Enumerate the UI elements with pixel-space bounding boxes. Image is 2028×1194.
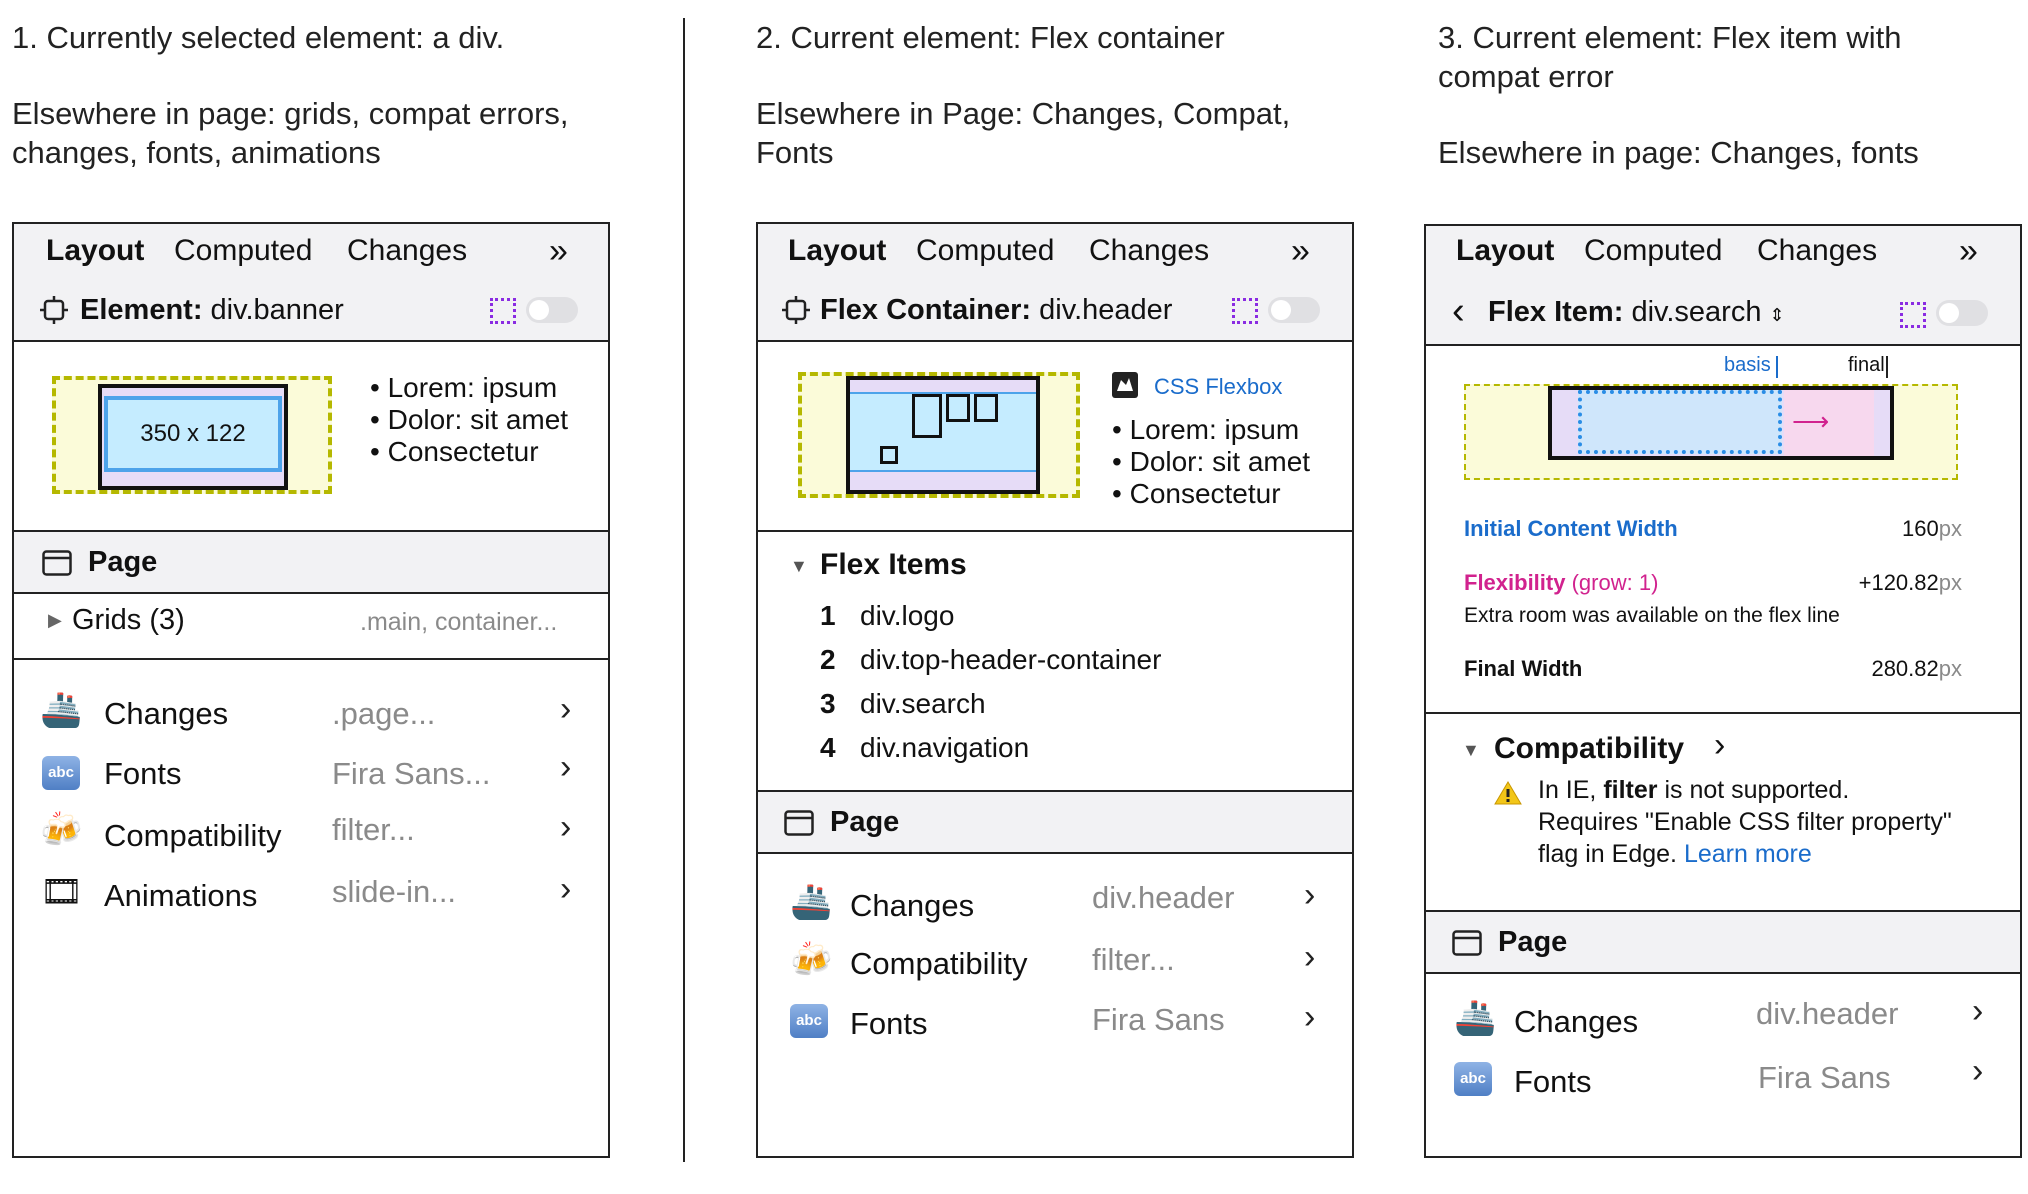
chevron-right-icon[interactable]: › xyxy=(560,870,572,908)
row-value: .page... xyxy=(332,696,436,731)
chevron-right-icon[interactable]: › xyxy=(560,748,572,786)
item-selector-icon[interactable]: ⇕ xyxy=(1769,305,1785,325)
row-label: Fonts xyxy=(850,1006,928,1041)
page-label: Page xyxy=(830,806,900,838)
row-label: Animations xyxy=(104,878,258,913)
ship-icon: 🚢 xyxy=(40,691,83,729)
basis-label: basis xyxy=(1724,354,1771,376)
property-item: • Consectetur xyxy=(1112,478,1310,510)
divider xyxy=(14,658,608,660)
property-item: • Dolor: sit amet xyxy=(370,404,568,436)
row-value: Fira Sans... xyxy=(332,756,491,791)
flex-container-diagram xyxy=(798,372,1080,498)
caption-line: Fonts xyxy=(756,135,834,170)
more-tabs-icon[interactable]: » xyxy=(1291,232,1310,270)
tab-bar xyxy=(758,224,1352,282)
warning-icon xyxy=(1494,780,1522,806)
highlight-icon[interactable] xyxy=(1900,302,1926,328)
beer-mugs-icon: 🍻 xyxy=(790,941,833,979)
header-label: Flex Container: xyxy=(820,294,1032,326)
caption-1 xyxy=(12,18,652,172)
initial-width-value: 160px xyxy=(1902,516,1962,541)
header-label: Element: xyxy=(80,294,203,326)
item-border-box xyxy=(1548,386,1894,460)
tab-computed[interactable]: Computed xyxy=(1584,234,1723,267)
row-label: Compatibility xyxy=(104,818,282,853)
final-label: final xyxy=(1848,354,1885,376)
row-label: Fonts xyxy=(104,756,182,791)
row-label: Compatibility xyxy=(850,946,1028,981)
column-divider xyxy=(683,18,685,1162)
caption-line: Elsewhere in page: grids, compat errors, xyxy=(12,96,569,131)
caption-line: compat error xyxy=(1438,59,1614,94)
border-box xyxy=(98,384,288,490)
learn-more-link[interactable]: Learn more xyxy=(1683,840,1812,868)
flex-item-box xyxy=(912,394,942,438)
film-icon: 🎞 xyxy=(40,873,84,911)
grids-label: Grids (3) xyxy=(72,604,185,636)
page-icon xyxy=(42,550,72,576)
caption-line: 2. Current element: Flex container xyxy=(756,20,1225,55)
caption-line: 3. Current element: Flex item with xyxy=(1438,20,1902,55)
item-index: 2 xyxy=(820,644,836,675)
list-item-fonts[interactable] xyxy=(14,748,608,798)
more-tabs-icon[interactable]: » xyxy=(549,232,568,270)
chevron-right-icon[interactable]: › xyxy=(1304,938,1316,976)
abc-icon: abc xyxy=(1454,1062,1492,1096)
grids-row[interactable] xyxy=(14,594,608,658)
abc-icon: abc xyxy=(42,756,80,790)
container-border-box xyxy=(846,376,1040,494)
collapse-triangle-icon[interactable]: ▼ xyxy=(790,556,808,576)
flexibility-value: +120.82px xyxy=(1858,570,1962,595)
item-name: div.top-header-container xyxy=(860,644,1162,675)
caption-2 xyxy=(756,18,1396,172)
row-value: filter... xyxy=(1092,942,1175,977)
layout-panel-1 xyxy=(12,222,610,1158)
highlight-toggle[interactable] xyxy=(1936,300,1988,326)
page-icon xyxy=(784,810,814,836)
chevron-right-icon[interactable]: › xyxy=(1972,1052,1984,1090)
property-item: • Consectetur xyxy=(370,436,568,468)
highlight-toggle[interactable] xyxy=(1268,297,1320,323)
flexibility-note: Extra room was available on the flex line xyxy=(1464,604,1840,627)
header-value: div.search xyxy=(1631,296,1762,328)
highlight-icon[interactable] xyxy=(1232,298,1258,324)
row-label: Changes xyxy=(104,696,229,731)
chevron-right-icon[interactable]: › xyxy=(560,690,572,728)
row-label: Fonts xyxy=(1514,1064,1592,1099)
collapse-triangle-icon[interactable]: ▼ xyxy=(1462,740,1480,760)
flex-item-box xyxy=(946,394,970,422)
tab-layout[interactable]: Layout xyxy=(1456,234,1555,267)
list-item-changes[interactable] xyxy=(14,688,608,738)
abc-icon: abc xyxy=(790,1004,828,1038)
row-value: slide-in... xyxy=(332,874,457,909)
element-target-icon xyxy=(40,296,68,324)
row-label: Changes xyxy=(1514,1004,1639,1039)
list-item-fonts[interactable] xyxy=(1426,1052,2020,1102)
element-properties xyxy=(370,372,568,468)
flexibility-label: Flexibility (grow: 1) xyxy=(1464,570,1659,595)
page-section-header xyxy=(14,530,608,594)
more-tabs-icon[interactable]: » xyxy=(1959,232,1978,270)
item-name: div.navigation xyxy=(860,732,1030,763)
flex-line-box xyxy=(1464,384,1958,480)
list-item-fonts[interactable] xyxy=(758,994,1352,1044)
page-label: Page xyxy=(88,546,158,578)
chevron-right-icon[interactable]: › xyxy=(1304,876,1316,914)
css-flexbox-link[interactable]: CSS Flexbox xyxy=(1154,374,1283,399)
page-section-header xyxy=(758,790,1352,854)
item-index: 1 xyxy=(820,600,836,631)
list-item-compatibility[interactable] xyxy=(758,934,1352,984)
row-value: filter... xyxy=(332,812,415,847)
caption-line: Elsewhere in page: Changes, fonts xyxy=(1438,135,1919,170)
row-label: Changes xyxy=(850,888,975,923)
caption-line: 1. Currently selected element: a div. xyxy=(12,20,505,55)
back-chevron-icon[interactable]: ‹ xyxy=(1452,290,1465,332)
tab-layout[interactable]: Layout xyxy=(788,234,887,267)
header-value: div.header xyxy=(1039,294,1173,326)
row-value: Fira Sans xyxy=(1758,1060,1891,1095)
caption-line: changes, fonts, animations xyxy=(12,135,381,170)
ship-icon: 🚢 xyxy=(1454,999,1497,1037)
container-content-box xyxy=(850,392,1036,472)
property-item: • Lorem: ipsum xyxy=(1112,414,1310,446)
final-marker xyxy=(1886,356,1888,378)
final-width-value: 280.82px xyxy=(1871,656,1962,681)
flex-item-header xyxy=(1426,282,2020,346)
chevron-right-icon[interactable]: › xyxy=(1714,726,1726,764)
chevron-right-icon[interactable]: › xyxy=(1304,998,1316,1036)
item-name: div.search xyxy=(860,688,986,719)
element-target-icon xyxy=(782,296,810,324)
list-item-changes[interactable] xyxy=(1426,992,2020,1042)
layout-panel-2 xyxy=(756,222,1354,1158)
caption-3 xyxy=(1438,18,1998,172)
row-value: div.header xyxy=(1756,996,1899,1031)
header-label: Flex Item: xyxy=(1488,296,1624,328)
list-item-changes[interactable] xyxy=(758,876,1352,926)
row-value: div.header xyxy=(1092,880,1235,915)
tab-layout[interactable]: Layout xyxy=(46,234,145,267)
caption-line: Elsewhere in Page: Changes, Compat, xyxy=(756,96,1291,131)
flex-items-label: Flex Items xyxy=(820,548,967,581)
chevron-right-icon[interactable]: › xyxy=(1972,992,1984,1030)
flex-item-box xyxy=(974,394,998,422)
divider xyxy=(758,530,1352,532)
highlight-icon[interactable] xyxy=(490,298,516,324)
property-item: • Dolor: sit amet xyxy=(1112,446,1310,478)
item-name: div.logo xyxy=(860,600,955,631)
page-label: Page xyxy=(1498,926,1568,958)
highlight-toggle[interactable] xyxy=(526,297,578,323)
list-item-animations[interactable] xyxy=(14,870,608,920)
tab-changes[interactable]: Changes xyxy=(347,234,468,267)
divider xyxy=(1426,712,2020,714)
expand-triangle-icon[interactable]: ▶ xyxy=(48,610,62,630)
flex-container-header xyxy=(758,280,1352,342)
box-model-diagram xyxy=(52,376,332,494)
page-section-header xyxy=(1426,910,2020,974)
content-box xyxy=(104,396,282,472)
final-width-label: Final Width xyxy=(1464,656,1583,681)
container-properties xyxy=(1112,414,1310,510)
grids-value: .main, container... xyxy=(360,608,558,636)
page-icon xyxy=(1452,930,1482,956)
property-item: • Lorem: ipsum xyxy=(370,372,568,404)
item-index: 3 xyxy=(820,688,836,719)
chevron-right-icon[interactable]: › xyxy=(560,808,572,846)
list-item-compatibility[interactable] xyxy=(14,808,608,858)
row-value: Fira Sans xyxy=(1092,1002,1225,1037)
element-header xyxy=(14,280,608,342)
header-value: div.banner xyxy=(210,294,344,326)
box-size-label: 350 x 122 xyxy=(140,420,246,447)
growth-arrow-icon: ⟶ xyxy=(1792,406,1830,436)
compatibility-label: Compatibility xyxy=(1494,732,1685,765)
mdn-icon xyxy=(1112,372,1138,398)
tab-changes[interactable]: Changes xyxy=(1089,234,1210,267)
ship-icon: 🚢 xyxy=(790,883,833,921)
flex-item-box xyxy=(880,446,898,464)
tab-bar xyxy=(14,224,608,282)
beer-mugs-icon: 🍻 xyxy=(40,811,83,849)
tab-bar xyxy=(1426,226,2020,284)
tab-computed[interactable]: Computed xyxy=(916,234,1055,267)
initial-width-label: Initial Content Width xyxy=(1464,516,1678,541)
item-index: 4 xyxy=(820,732,836,763)
tab-computed[interactable]: Computed xyxy=(174,234,313,267)
tab-changes[interactable]: Changes xyxy=(1757,234,1878,267)
layout-panel-3 xyxy=(1424,224,2022,1158)
basis-box xyxy=(1578,390,1782,454)
basis-marker xyxy=(1776,356,1778,378)
compat-message: In IE, filter is not supported. Requires "Enable CSS filter property" flag in Edge. Learn more xyxy=(1538,776,1952,868)
